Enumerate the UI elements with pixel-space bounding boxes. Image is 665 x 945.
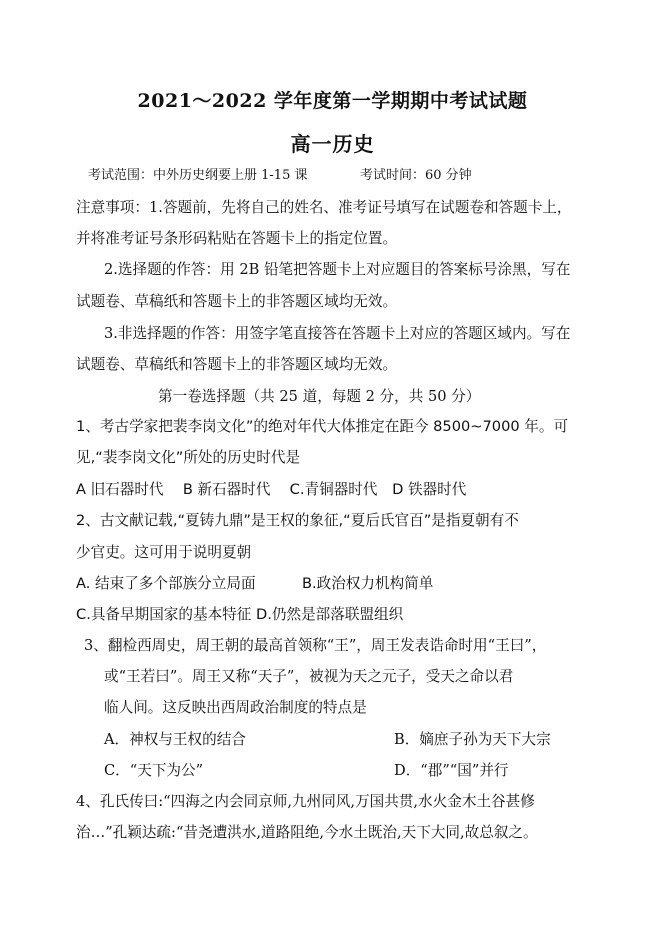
question-2-option-b: B.政治权力机构简单	[302, 575, 434, 592]
question-2-line-2: 少官吏。这可用于说明夏朝	[76, 544, 252, 561]
notes-line-6: 试题卷、草稿纸和答题卡上的非答题区域均无效。	[76, 356, 398, 373]
question-3-line-1: 3、翻检西周史，周王朝的最高首领称“王”，周王发表诰命时用“王曰”，	[84, 637, 547, 654]
exam-subject: 高一历史	[290, 132, 375, 156]
question-3-option-a: A．神权与王权的结合	[104, 731, 246, 748]
notes-line-3: 2.选择题的作答：用 2B 铅笔把答题卡上对应题目的答案标号涂黑，写在	[104, 261, 571, 278]
exam-time: 考试时间：60 分钟	[360, 168, 472, 183]
notes-line-5: 3.非选择题的作答：用签字笔直接答在答题卡上对应的答题区域内。写在	[104, 325, 571, 342]
question-2-option-a: A. 结束了多个部族分立局面	[76, 575, 256, 592]
notes-line-1: 注意事项：1.答题前，先将自己的姓名、准考证号填写在试题卷和答题卡上，	[76, 199, 572, 216]
question-2-line-1: 2、古文献记载,“夏铸九鼎”是王权的象征,“夏后氏官百”是指夏朝有不	[76, 512, 519, 529]
question-4-line-2: 治…”孔颖达疏:“昔尧遭洪水,道路阻绝,今水土既治,天下大同,故总叙之。	[76, 824, 538, 841]
exam-scope: 考试范围：中外历史纲要上册 1-15 课	[88, 168, 308, 183]
question-1-options: A 旧石器时代 B 新石器时代 C.青铜器时代 D 铁器时代	[76, 481, 467, 498]
question-1-line-2: 见,“裴李岗文化”所处的历史时代是	[76, 449, 301, 466]
question-4-line-1: 4、孔氏传曰:“四海之内会同京师,九州同风,万国共贯,水火金木土谷甚修	[76, 793, 535, 810]
section-heading: 第一卷选择题（共 25 道，每题 2 分，共 50 分）	[158, 388, 481, 405]
notes-line-2: 并将准考证号条形码粘贴在答题卡上的指定位置。	[76, 230, 398, 247]
exam-title: 2021～2022 学年度第一学期期中考试试题	[137, 90, 528, 112]
question-3-line-2: 或“王若曰”。周王又称“天子”，被视为天之元子，受天之命以君	[104, 668, 514, 685]
question-3-line-3: 临人间。这反映出西周政治制度的特点是	[104, 699, 367, 716]
notes-line-4: 试题卷、草稿纸和答题卡上的非答题区域均无效。	[76, 293, 398, 310]
question-2-options-cd: C.具备早期国家的基本特征 D.仍然是部落联盟组织	[76, 606, 404, 623]
question-1-line-1: 1、考古学家把裴李岗文化”的绝对年代大体推定在距今 8500~7000 年。可	[76, 418, 569, 435]
question-3-option-c: C．“天下为公”	[104, 762, 204, 779]
question-3-option-b: B．嫡庶子孙为天下大宗	[394, 731, 551, 748]
question-3-option-d: D．“郡”“国”并行	[394, 762, 509, 779]
